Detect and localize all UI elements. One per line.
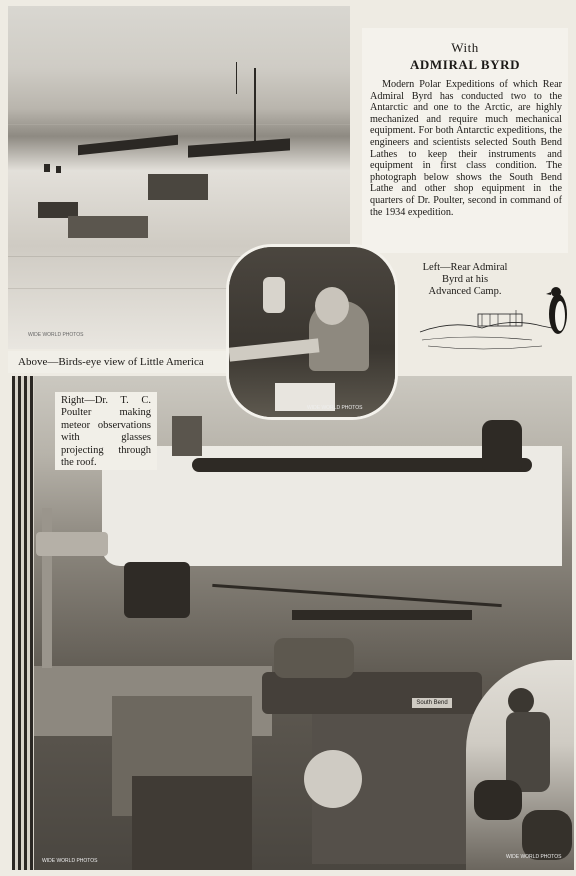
- lantern-icon: [263, 277, 285, 313]
- article-heading-line1: With: [451, 40, 479, 55]
- photo-credit: WIDE WORLD PHOTOS: [42, 858, 98, 864]
- caption-right: Right—Dr. T. C. Poulter making meteor observations with glasses projecting through the roof.: [55, 392, 157, 470]
- caption-left: Left—Rear Admiral Byrd at his Advanced Camp.: [422, 262, 508, 297]
- article-body: Modern Polar Expeditions of which Rear Admiral Byrd has conducted two to the Antarctic and one to the Arctic, are highly mechanized and require much mechanical equipment. For both Antarctic expeditions, the engineers and scientists selected South Bend Lathes to keep their instruments and equipment in first class condition. The photograph below shows the South Bend Lathe and other shop equipment in the quarters of Dr. Poulter, second in command of the 1934 expedition.: [370, 79, 562, 218]
- lathe-nameplate: South Bend: [412, 698, 452, 708]
- admiral-byrd-inset-photo: [226, 244, 398, 420]
- article-box: [362, 28, 568, 253]
- photo-credit: WIDE WORLD PHOTOS: [28, 332, 84, 338]
- article-heading-line2: ADMIRAL BYRD: [409, 57, 521, 72]
- photo-credit: WIDE WORLD PHOTOS: [506, 854, 562, 860]
- penguin-icon: [546, 287, 567, 334]
- caption-above: Above—Birds-eye view of Little America: [8, 351, 230, 373]
- photo-credit: WIDE WORLD PHOTOS: [307, 405, 363, 411]
- photo-border-stripes: [12, 376, 34, 870]
